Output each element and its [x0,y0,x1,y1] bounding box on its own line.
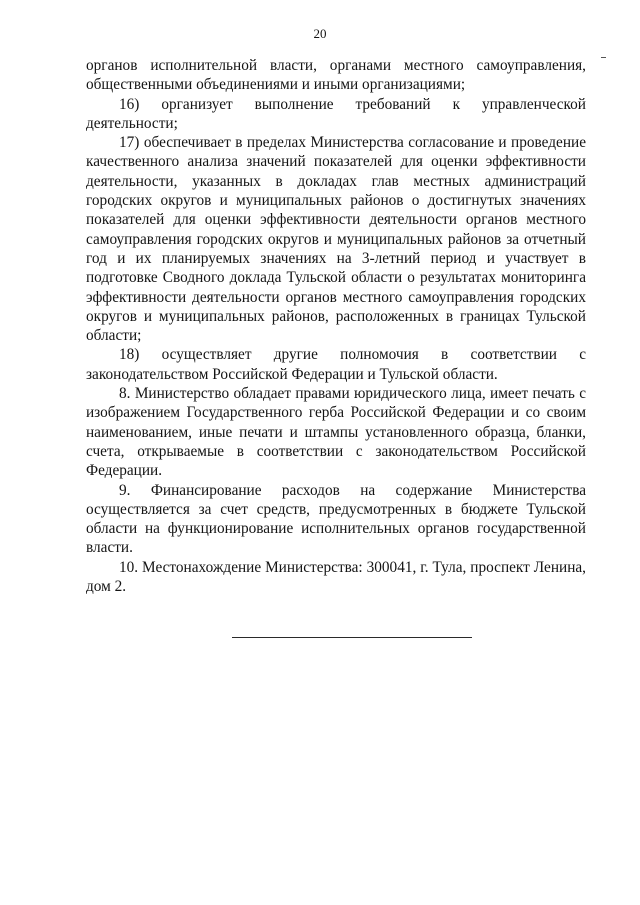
corner-mark [601,57,606,58]
paragraph-clause-9: 9. Финансирование расходов на содержание Министерства осуществляется за счет средств, предусмотренных в бюджете Тульской области на функционирование исполнительных органов государственной власти. [86,481,586,557]
paragraph-continuation: органов исполнительной власти, органами местного самоуправления, общественными объединениями и иными организациями; [86,57,586,94]
paragraph-item-17: 17) обеспечивает в пределах Министерства согласование и проведение качественного анализа значений показателей для оценки эффективности деятельности, указанных в докладах глав местных администраций городских округов и муниципальных районов о достигнутых значениях показателей для оценки эффективности деятельности органов местного самоуправления городских округов и муниципальных районов за отчетный год и их планируемых значениях на 3-летний период и участвует в подготовке Сводного доклада Тульской области о результатах мониторинга эффективности деятельности органов местного самоуправления городских округов и муниципальных районов, расположенных в границах Тульской области; [86,134,586,345]
paragraph-clause-10: 10. Местонахождение Министерства: 300041, г. Тула, проспект Ленина, дом 2. [86,558,586,596]
paragraph-item-16: 16) организует выполнение требований к управленческой деятельности; [86,95,586,132]
paragraph-item-18: 18) осуществляет другие полномочия в соответствии с законодательством Российской Федерации и Тульской области. [86,346,586,383]
paragraph-clause-8: 8. Министерство обладает правами юридического лица, имеет печать с изображением Государственного герба Российской Федерации и со своим наименованием, иные печати и штампы установленного образца, бланки, счета, открываемые в соответствии с законодательством Российской Федерации. [86,385,586,480]
closing-rule [232,637,472,638]
page-number: 20 [313,26,327,41]
document-body [86,56,586,596]
